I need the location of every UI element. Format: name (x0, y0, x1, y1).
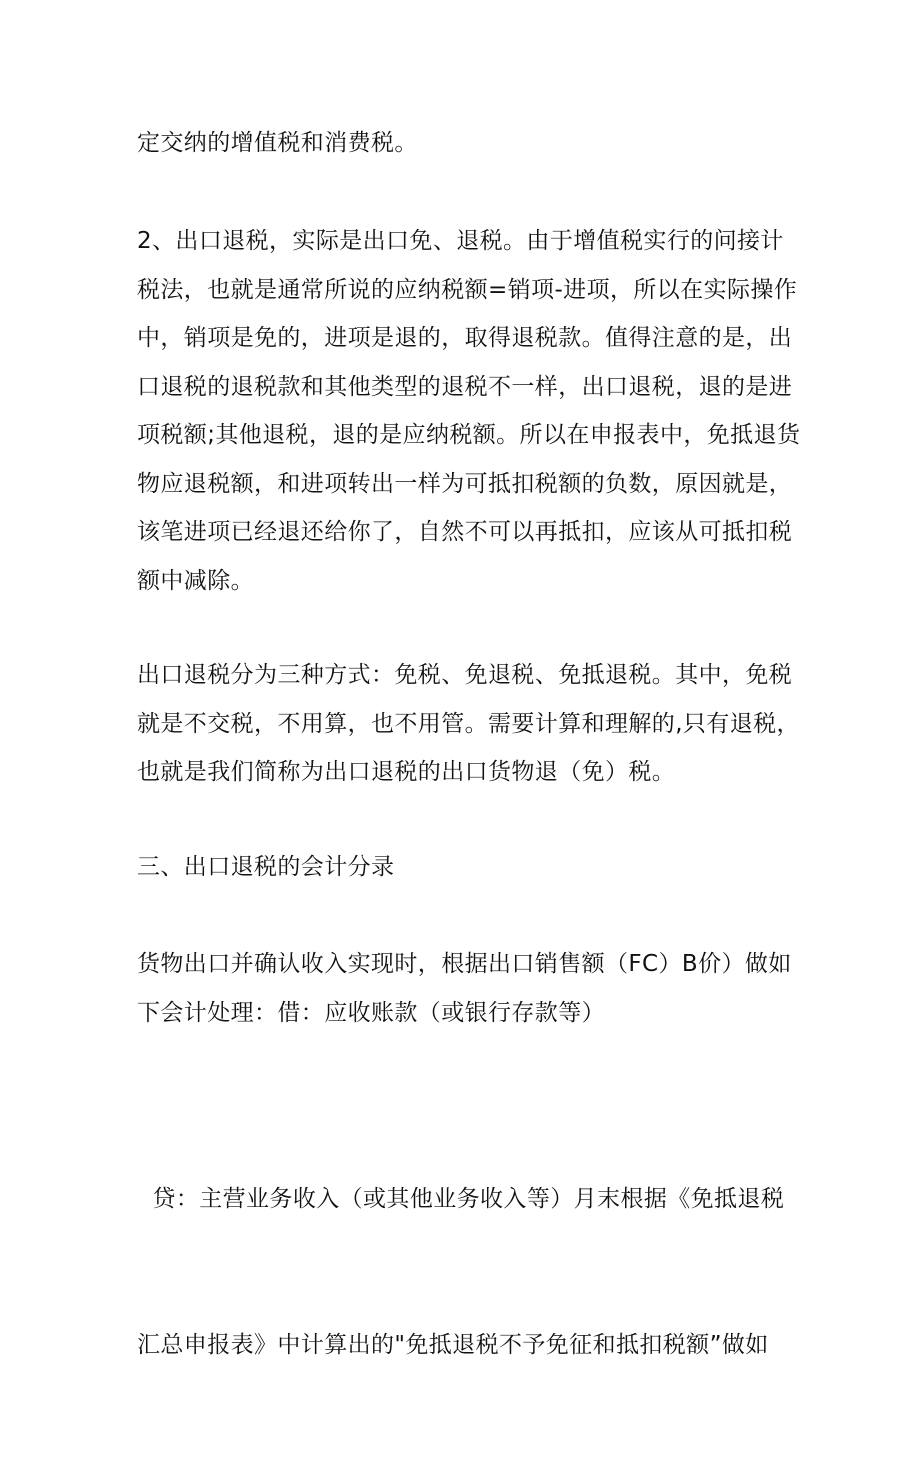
text-line: 2、出口退税，实际是出口免、退税。由于增值税实行的问接计 (137, 228, 784, 254)
text-line: 货物出口并确认收入实现时，根据出口销售额（FC）B价）做如 (137, 951, 792, 977)
text-line: 就是不交税，不用算，也不用管。需要计算和理解的,只有退税， (137, 710, 800, 737)
paragraph-2 (137, 217, 801, 605)
text-line: 税法，也就是通常所说的应纳税额=销项-进项，所以在实际操作 (137, 276, 798, 303)
paragraph-3 (137, 651, 800, 797)
paragraph-1 (137, 119, 797, 168)
text-line: 物应退税额，和进项转出一样为可抵扣税额的负数，原因就是， (137, 470, 793, 497)
text-line: 三、出口退税的会计分录 (137, 854, 395, 880)
text-line: 也就是我们简称为出口退税的出口货物退（免）税。 (137, 759, 676, 785)
text-line: 定交纳的增值税和消费税。 (137, 130, 418, 156)
text-line: 项税额;其他退税，退的是应纳税额。所以在申报表中，免抵退货 (137, 422, 801, 448)
text-line: 口退税的退税款和其他类型的退税不一样，出口退税，退的是进 (137, 373, 793, 400)
text-line: 贷：主营业务收入（或其他业务收入等）月末根据《免抵退税 (137, 1186, 785, 1212)
paragraph-5 (137, 940, 797, 1037)
section-heading (137, 843, 797, 892)
text-line: 出口退税分为三种方式：免税、免退税、免抵退税。其中，免税 (137, 662, 793, 688)
text-line: 中，销项是免的，进项是退的，取得退税款。值得注意的是，出 (137, 325, 793, 351)
text-line: 该笔进项已经退还给你了，自然不可以再抵扣，应该从可抵扣税 (137, 519, 793, 545)
text-line: 额中减除。 (137, 567, 254, 594)
text-line: 汇总申报表》中计算出的"免抵退税不予免征和抵扣税额”做如 (137, 1331, 769, 1358)
paragraph-6 (137, 1078, 797, 1466)
text-line: 下会计处理：借：应收账款（或银行存款等） (137, 999, 605, 1026)
